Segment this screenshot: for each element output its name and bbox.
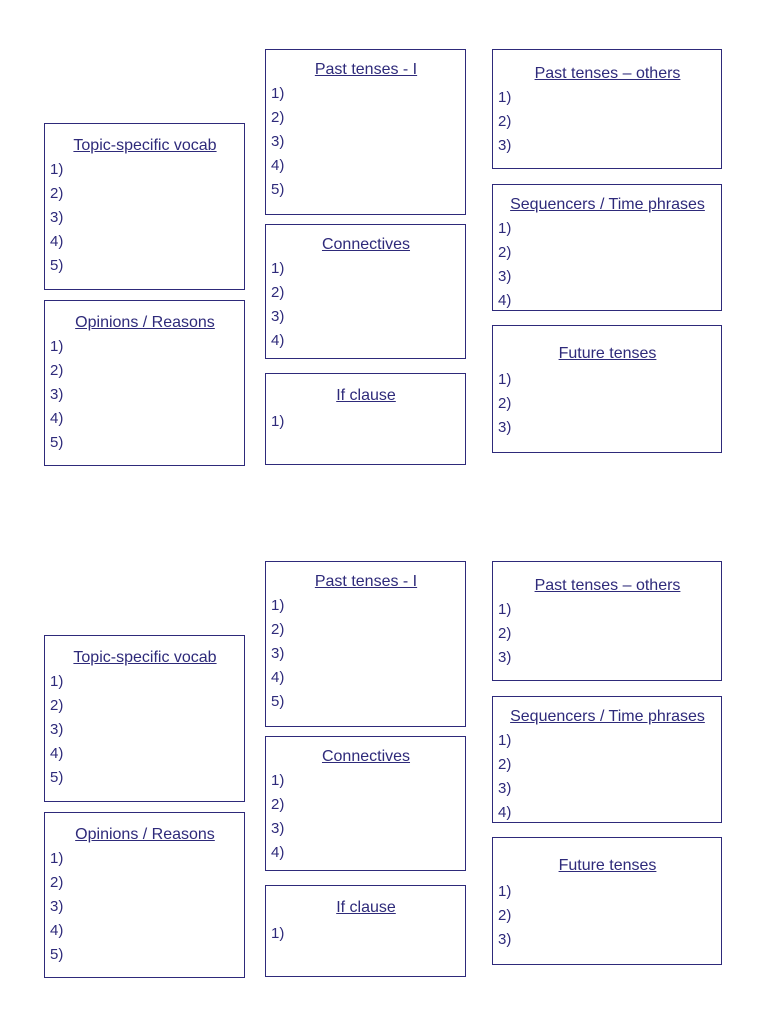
topic-vocab-list xyxy=(50,670,240,790)
list-item: 4) xyxy=(271,332,285,349)
future-tenses-list xyxy=(498,368,717,440)
future-tenses-box xyxy=(492,325,722,453)
list-item: 3) xyxy=(498,780,512,797)
list-item: 4) xyxy=(50,410,64,427)
sequencers-box xyxy=(492,696,722,823)
if-clause-box xyxy=(265,885,466,977)
list-item: 2) xyxy=(271,109,285,126)
list-item: 3) xyxy=(271,133,285,150)
list-item: 3) xyxy=(271,820,285,837)
connectives-box xyxy=(265,224,466,359)
topic-vocab-box xyxy=(44,635,245,802)
connectives-list xyxy=(271,257,461,353)
list-item: 1) xyxy=(498,89,512,106)
list-item: 3) xyxy=(498,419,512,436)
list-item: 4) xyxy=(271,844,285,861)
list-item: 2) xyxy=(498,395,512,412)
list-item: 1) xyxy=(498,601,512,618)
list-item: 1) xyxy=(50,338,64,355)
list-item: 3) xyxy=(271,308,285,325)
past-tenses-i-list xyxy=(271,594,461,714)
list-item: 3) xyxy=(50,386,64,403)
opinions-reasons-box xyxy=(44,812,245,978)
sequencers-list xyxy=(498,729,717,825)
list-item: 1) xyxy=(498,371,512,388)
sequencers-title: Sequencers / Time phrases xyxy=(510,196,705,213)
list-item: 3) xyxy=(498,931,512,948)
opinions-reasons-list xyxy=(50,847,240,967)
if-clause-box xyxy=(265,373,466,465)
opinions-reasons-list xyxy=(50,335,240,455)
future-tenses-title: Future tenses xyxy=(558,345,657,362)
list-item: 2) xyxy=(498,756,512,773)
list-item: 3) xyxy=(498,649,512,666)
future-tenses-box xyxy=(492,837,722,965)
list-item: 5) xyxy=(50,434,64,451)
list-item: 1) xyxy=(50,673,64,690)
sequencers-box xyxy=(492,184,722,311)
list-item: 1) xyxy=(50,161,64,178)
past-tenses-others-box xyxy=(492,49,722,169)
past-tenses-i-box xyxy=(265,49,466,215)
list-item: 2) xyxy=(50,697,64,714)
opinions-reasons-box xyxy=(44,300,245,466)
future-tenses-title: Future tenses xyxy=(558,857,657,874)
list-item: 1) xyxy=(498,220,512,237)
list-item: 1) xyxy=(271,597,285,614)
if-clause-list xyxy=(271,922,461,946)
connectives-title: Connectives xyxy=(321,236,411,253)
if-clause-title: If clause xyxy=(336,899,396,916)
list-item: 3) xyxy=(50,898,64,915)
list-item: 1) xyxy=(271,260,285,277)
list-item: 1) xyxy=(498,883,512,900)
worksheet-set-1 xyxy=(0,0,768,470)
list-item: 5) xyxy=(50,946,64,963)
list-item: 3) xyxy=(498,137,512,154)
past-tenses-others-title: Past tenses – others xyxy=(534,577,681,594)
list-item: 4) xyxy=(498,292,512,309)
past-tenses-i-title: Past tenses - I xyxy=(314,61,418,78)
list-item: 2) xyxy=(271,284,285,301)
worksheet-set-2 xyxy=(0,512,768,982)
list-item: 2) xyxy=(498,907,512,924)
list-item: 1) xyxy=(271,925,285,942)
list-item: 3) xyxy=(498,268,512,285)
list-item: 4) xyxy=(271,669,285,686)
connectives-box xyxy=(265,736,466,871)
connectives-title: Connectives xyxy=(321,748,411,765)
past-tenses-i-title: Past tenses - I xyxy=(314,573,418,590)
list-item: 5) xyxy=(271,693,285,710)
past-tenses-others-list xyxy=(498,598,717,670)
sequencers-title: Sequencers / Time phrases xyxy=(510,708,705,725)
list-item: 2) xyxy=(50,362,64,379)
list-item: 3) xyxy=(271,645,285,662)
list-item: 5) xyxy=(50,769,64,786)
topic-vocab-title: Topic-specific vocab xyxy=(73,137,217,154)
past-tenses-others-box xyxy=(492,561,722,681)
list-item: 5) xyxy=(50,257,64,274)
list-item: 1) xyxy=(271,413,285,430)
list-item: 2) xyxy=(498,625,512,642)
list-item: 5) xyxy=(271,181,285,198)
list-item: 4) xyxy=(50,922,64,939)
list-item: 3) xyxy=(50,721,64,738)
list-item: 4) xyxy=(50,745,64,762)
topic-vocab-box xyxy=(44,123,245,290)
list-item: 3) xyxy=(50,209,64,226)
if-clause-list xyxy=(271,410,461,434)
list-item: 2) xyxy=(271,621,285,638)
list-item: 2) xyxy=(50,874,64,891)
list-item: 4) xyxy=(498,804,512,821)
list-item: 1) xyxy=(498,732,512,749)
list-item: 2) xyxy=(50,185,64,202)
list-item: 1) xyxy=(271,85,285,102)
list-item: 4) xyxy=(271,157,285,174)
list-item: 4) xyxy=(50,233,64,250)
opinions-reasons-title: Opinions / Reasons xyxy=(75,314,215,331)
connectives-list xyxy=(271,769,461,865)
if-clause-title: If clause xyxy=(336,387,396,404)
list-item: 2) xyxy=(498,244,512,261)
future-tenses-list xyxy=(498,880,717,952)
past-tenses-i-list xyxy=(271,82,461,202)
topic-vocab-title: Topic-specific vocab xyxy=(73,649,217,666)
past-tenses-i-box xyxy=(265,561,466,727)
list-item: 2) xyxy=(271,796,285,813)
opinions-reasons-title: Opinions / Reasons xyxy=(75,826,215,843)
list-item: 2) xyxy=(498,113,512,130)
list-item: 1) xyxy=(50,850,64,867)
sequencers-list xyxy=(498,217,717,313)
past-tenses-others-title: Past tenses – others xyxy=(534,65,681,82)
topic-vocab-list xyxy=(50,158,240,278)
past-tenses-others-list xyxy=(498,86,717,158)
list-item: 1) xyxy=(271,772,285,789)
